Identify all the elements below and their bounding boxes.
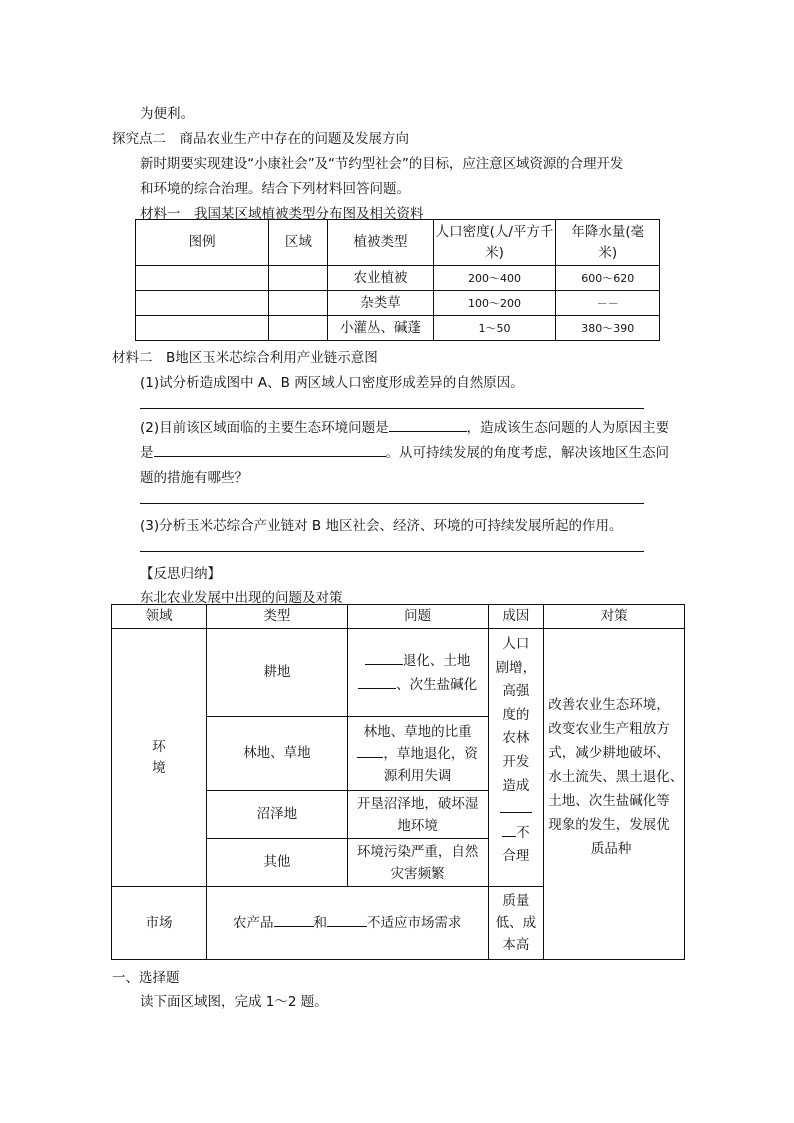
header-cause: 成因 <box>488 605 544 629</box>
answer-blank[interactable] <box>154 444 386 457</box>
legend-cell <box>136 266 269 291</box>
region-cell <box>269 316 328 341</box>
type-forest-grass: 林地、草地 <box>207 717 348 791</box>
answer-line-3[interactable] <box>140 551 644 552</box>
question-1: (1)试分析造成图中 A、B 两区域人口密度形成差异的自然原因。 <box>140 375 524 391</box>
table2-caption: 东北农业发展中出现的问题及对策 <box>140 590 343 606</box>
header-vegetation: 植被类型 <box>328 220 433 266</box>
answer-blank[interactable] <box>500 800 532 813</box>
vegetation-cell: 杂类草 <box>328 291 433 316</box>
header-rainfall: 年降水量(毫米) <box>556 220 660 266</box>
header-density: 人口密度(人/平方千米) <box>433 220 556 266</box>
problem-forest: 林地、草地的比重 ，草地退化，资 源利用失调 <box>347 717 488 791</box>
answer-blank[interactable] <box>365 652 403 665</box>
env-label: 环 境 <box>112 629 207 887</box>
answer-blank[interactable] <box>389 419 467 432</box>
problem-farmland: 退化、土地 、次生盐碱化 <box>347 629 488 717</box>
header-problem: 问题 <box>347 605 488 629</box>
density-cell: 100～200 <box>433 291 556 316</box>
part1-title: 一、选择题 <box>112 970 180 986</box>
answer-line-2[interactable] <box>140 503 644 504</box>
answer-line-1[interactable] <box>140 408 644 409</box>
cause-env: 人口 剧增， 高强 度的 农林 开发 造成 不 合理 <box>488 629 544 887</box>
reflect-title: 【反思归纳】 <box>140 566 221 582</box>
answer-blank[interactable] <box>502 824 516 837</box>
vegetation-cell: 小灌丛、碱蓬 <box>328 316 433 341</box>
question-2-line2: 是 。从可持续发展的角度考虑，解决该地区生态问 <box>140 445 669 461</box>
material2-title: 材料二 B地区玉米芯综合利用产业链示意图 <box>112 350 378 366</box>
problem-other: 环境污染严重，自然 灾害频繁 <box>347 839 488 887</box>
problems-table <box>111 604 685 960</box>
rainfall-cell: 380～390 <box>556 316 660 341</box>
question-3: (3)分析玉米芯综合产业链对 B 地区社会、经济、环境的可持续发展所起的作用。 <box>140 518 623 534</box>
material1-title: 材料一 我国某区域植被类型分布图及相关资料 <box>140 206 424 222</box>
legend-cell <box>136 291 269 316</box>
answer-blank[interactable] <box>358 676 396 689</box>
type-marsh: 沼泽地 <box>207 791 348 839</box>
header-legend: 图例 <box>136 220 269 266</box>
region-cell <box>269 266 328 291</box>
intro-tail: 为便利。 <box>140 106 194 122</box>
question-2-line3: 题的措施有哪些？ <box>140 470 248 486</box>
density-cell: 200～400 <box>433 266 556 291</box>
para1-line2: 和环境的综合治理。结合下列材料回答问题。 <box>140 181 410 197</box>
section2-title: 探究点二 商品农业生产中存在的问题及发展方向 <box>112 131 409 147</box>
header-measure: 对策 <box>544 605 685 629</box>
header-type: 类型 <box>207 605 348 629</box>
legend-cell <box>136 316 269 341</box>
header-field: 领域 <box>112 605 207 629</box>
part1-instruction: 读下面区域图，完成 1～2 题。 <box>140 994 328 1010</box>
vegetation-table <box>135 219 660 341</box>
region-cell <box>269 291 328 316</box>
market-label: 市场 <box>112 887 207 960</box>
problem-marsh: 开垦沼泽地，破坏湿 地环境 <box>347 791 488 839</box>
header-region: 区域 <box>269 220 328 266</box>
para1-line1: 新时期要实现建设“小康社会”及“节约型社会”的目标，应注意区域资源的合理开发 <box>140 156 624 172</box>
market-cause: 质量 低、成 本高 <box>488 887 544 960</box>
type-other: 其他 <box>207 839 348 887</box>
answer-blank[interactable] <box>327 914 367 927</box>
density-cell: 1～50 <box>433 316 556 341</box>
question-2-line1: (2)目前该区域面临的主要生态环境问题是 ，造成该生态问题的人为原因主要 <box>140 420 670 436</box>
market-problem: 农产品 和 不适应市场需求 <box>207 887 488 960</box>
measure-cell: 改善农业生态环境， 改变农业生产粗放方 式，减少耕地破坏、 水土流失、黑土退化、 土地、次生盐碱化等 现象的发生，发展优 质品种 <box>544 629 685 960</box>
rainfall-cell: 600～620 <box>556 266 660 291</box>
rainfall-cell: －－ <box>556 291 660 316</box>
answer-blank[interactable] <box>357 745 383 758</box>
type-farmland: 耕地 <box>207 629 348 717</box>
vegetation-cell: 农业植被 <box>328 266 433 291</box>
answer-blank[interactable] <box>274 914 314 927</box>
